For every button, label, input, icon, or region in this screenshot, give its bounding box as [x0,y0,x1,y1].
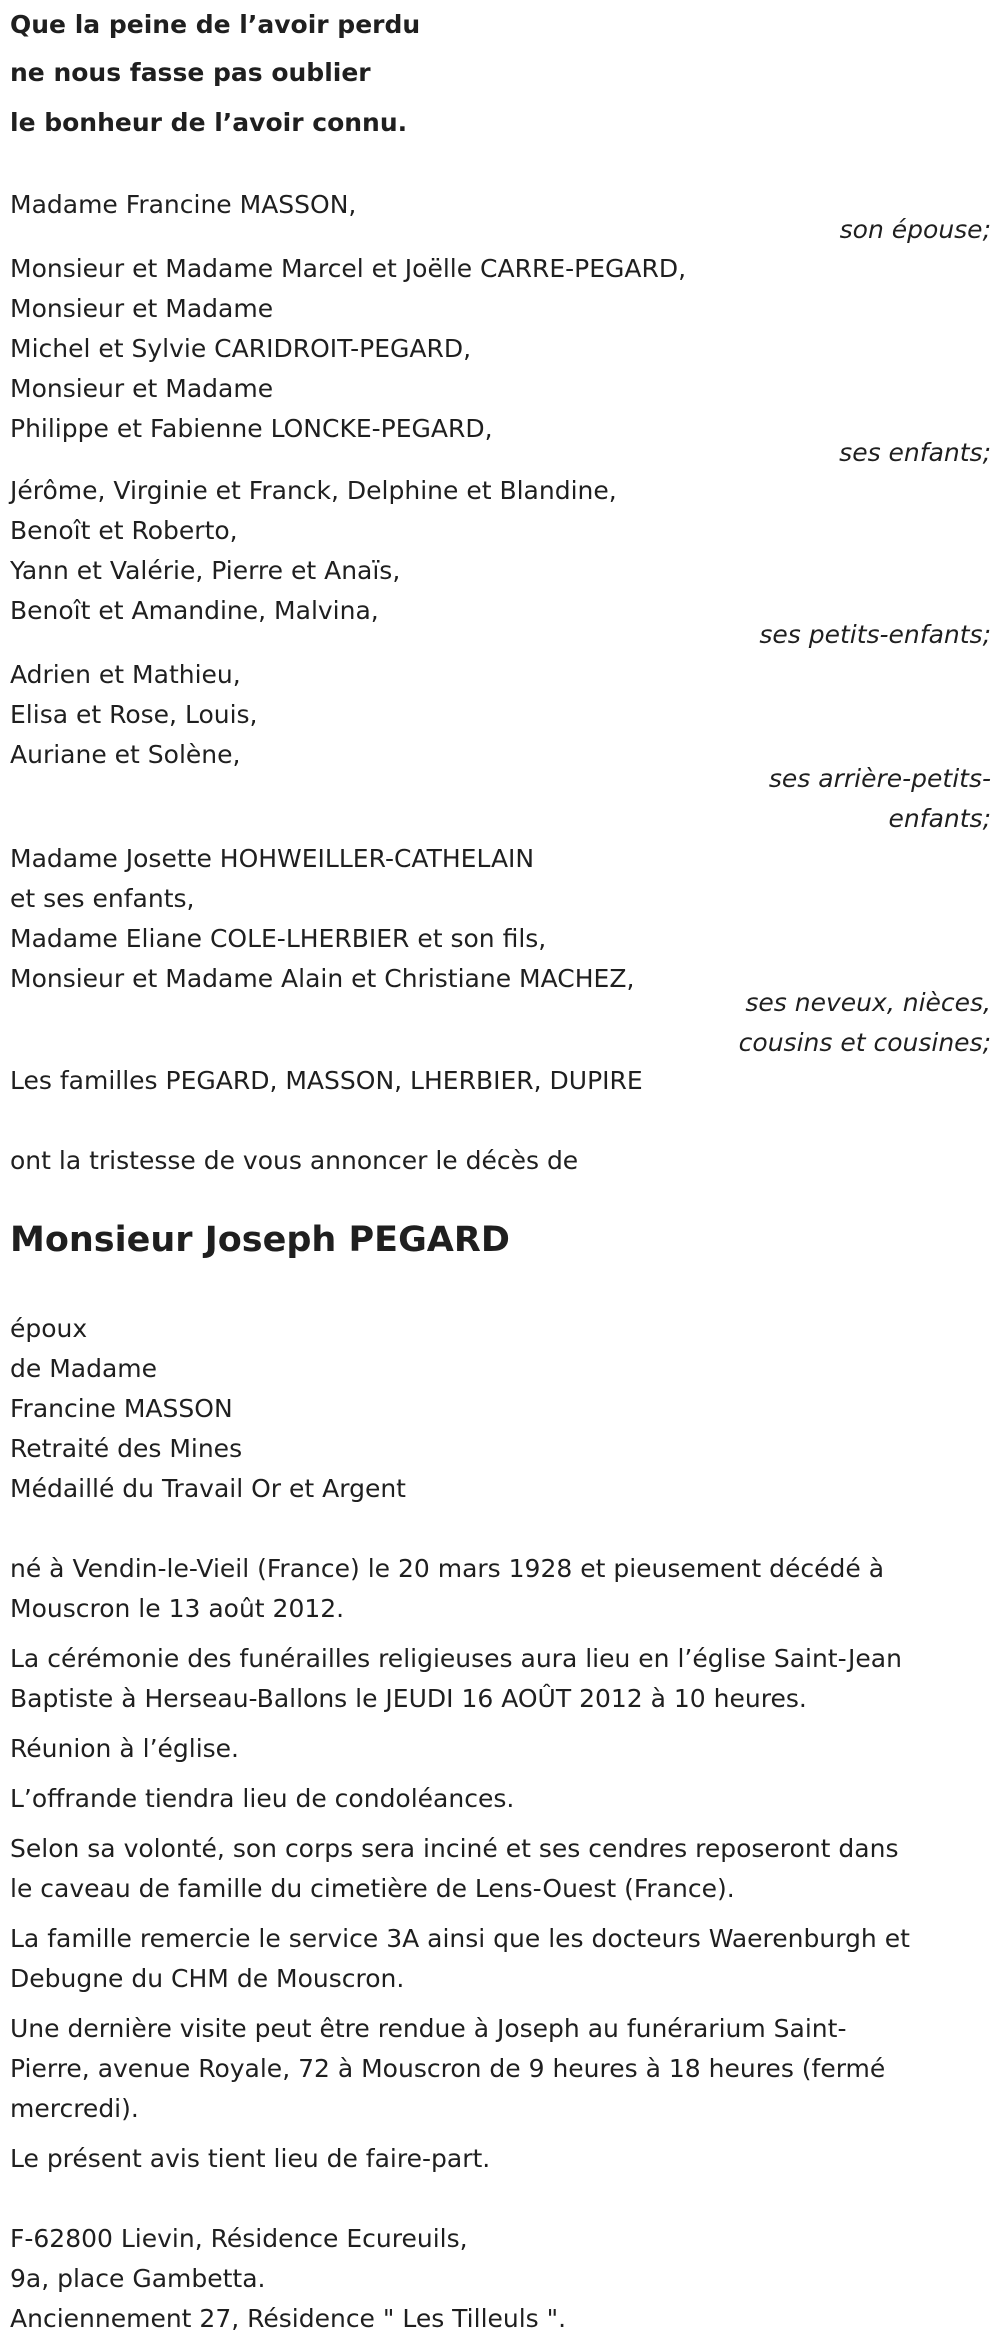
mourner-name: Benoît et Amandine, Malvina, [10,596,379,625]
mourner-name: Benoît et Roberto, [10,516,238,545]
mourner-relation: ses neveux, nièces, [745,988,991,1017]
families-line: Les familles PEGARD, MASSON, LHERBIER, DUPIRE [10,1066,643,1095]
mourner-name: Adrien et Mathieu, [10,660,241,689]
address-line: 9a, place Gambetta. [10,2264,266,2293]
epigraph-line: le bonheur de l’avoir connu. [10,108,408,137]
deceased-name: Monsieur Joseph PEGARD [10,1220,510,1260]
paragraph-line: le caveau de famille du cimetière de Lens-Ouest (France). [10,1874,735,1903]
deceased-detail: Francine MASSON [10,1394,233,1423]
mourner-name: Monsieur et Madame Marcel et Joëlle CARRE-PEGARD, [10,254,687,283]
mourner-relation: ses petits-enfants; [759,620,991,649]
paragraph-line: Selon sa volonté, son corps sera inciné et ses cendres reposeront dans [10,1834,899,1863]
mourner-name: Philippe et Fabienne LONCKE-PEGARD, [10,414,493,443]
paragraph-line: Mouscron le 13 août 2012. [10,1594,345,1623]
mourner-name: Auriane et Solène, [10,740,241,769]
deceased-detail: de Madame [10,1354,158,1383]
paragraph-line: né à Vendin-le-Vieil (France) le 20 mars 1928 et pieusement décédé à [10,1554,885,1583]
address-line: Anciennement 27, Résidence " Les Tilleuls ". [10,2304,567,2333]
mourner-name: Madame Eliane COLE-LHERBIER et son fils, [10,924,547,953]
mourner-name: Yann et Valérie, Pierre et Anaïs, [10,556,401,585]
paragraph-line: Le présent avis tient lieu de faire-part. [10,2144,491,2173]
epigraph-line: Que la peine de l’avoir perdu [10,10,421,39]
paragraph-line: La famille remercie le service 3A ainsi que les docteurs Waerenburgh et [10,1924,910,1953]
mourner-name: Monsieur et Madame [10,294,274,323]
mourner-name: Jérôme, Virginie et Franck, Delphine et Blandine, [10,476,617,505]
epigraph-line: ne nous fasse pas oublier [10,58,371,87]
paragraph-line: Baptiste à Herseau-Ballons le JEUDI 16 AOÛT 2012 à 10 heures. [10,1684,807,1713]
announcement-text: ont la tristesse de vous annoncer le décès de [10,1146,579,1175]
mourner-name: et ses enfants, [10,884,195,913]
deceased-detail: Retraité des Mines [10,1434,243,1463]
paragraph-line: Debugne du CHM de Mouscron. [10,1964,405,1993]
mourner-name: Monsieur et Madame [10,374,274,403]
paragraph-line: Pierre, avenue Royale, 72 à Mouscron de 9 heures à 18 heures (fermé [10,2054,886,2083]
mourner-name: Michel et Sylvie CARIDROIT-PEGARD, [10,334,472,363]
mourner-relation: ses arrière-petits- [768,764,991,793]
mourner-relation: cousins et cousines; [738,1028,991,1057]
mourner-name: Elisa et Rose, Louis, [10,700,258,729]
deceased-detail: époux [10,1314,88,1343]
mourner-relation: ses enfants; [839,438,991,467]
paragraph-line: Une dernière visite peut être rendue à Joseph au funérarium Saint- [10,2014,847,2043]
mourner-name: Monsieur et Madame Alain et Christiane MACHEZ, [10,964,635,993]
paragraph-line: mercredi). [10,2094,139,2123]
deceased-detail: Médaillé du Travail Or et Argent [10,1474,406,1503]
mourner-relation: enfants; [888,804,991,833]
mourner-name: Madame Francine MASSON, [10,190,357,219]
mourner-relation: son épouse; [839,215,991,244]
paragraph-line: L’offrande tiendra lieu de condoléances. [10,1784,515,1813]
paragraph-line: Réunion à l’église. [10,1734,240,1763]
mourner-name: Madame Josette HOHWEILLER-CATHELAIN [10,844,535,873]
paragraph-line: La cérémonie des funérailles religieuses aura lieu en l’église Saint-Jean [10,1644,902,1673]
address-line: F-62800 Lievin, Résidence Ecureuils, [10,2224,468,2253]
